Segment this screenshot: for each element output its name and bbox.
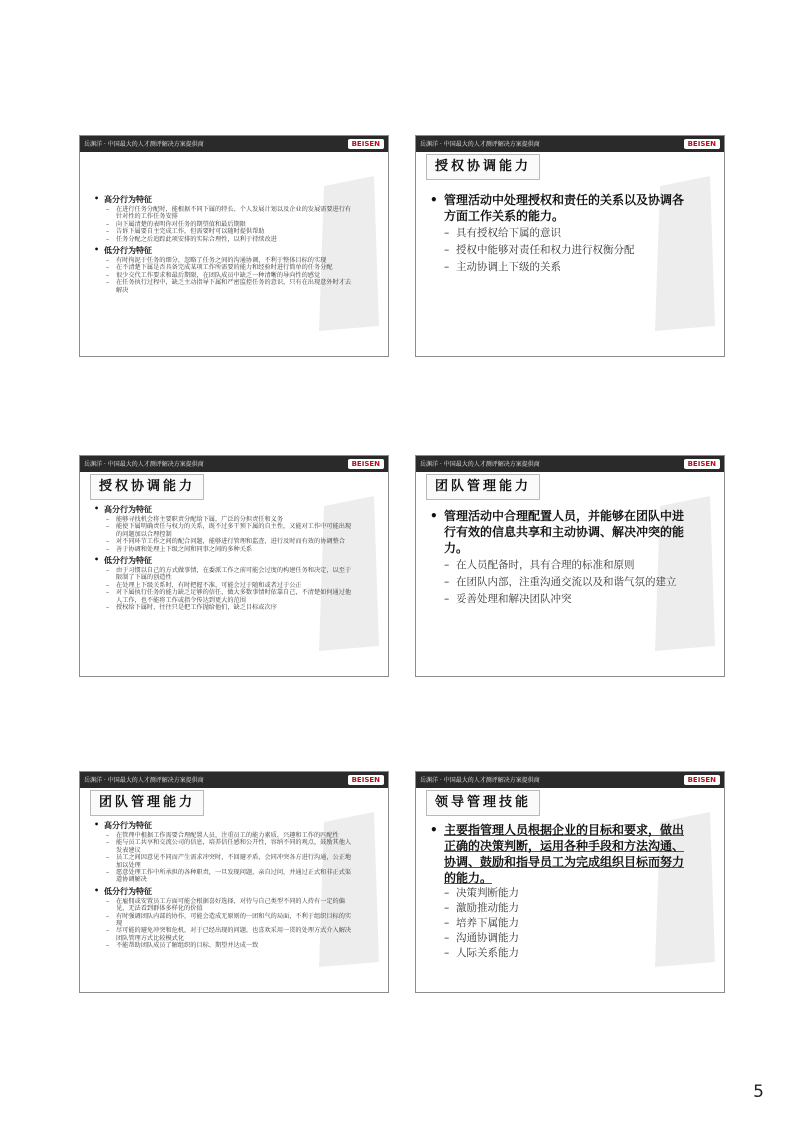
slide-body [430,822,714,961]
sub-bullet: – 能够寻找机会将主要职责分配给下属，广泛的分担责任和义务 [94,516,378,523]
bullet: • 低分行为特征 [94,886,378,897]
bullet: • 低分行为特征 [94,555,378,566]
company-logo: BEISEN [684,459,720,469]
slide-2 [415,135,725,357]
slide-4 [415,455,725,677]
header-text: 岳渊洋 · 中国最大的人才测评解决方案提供商 [420,461,540,468]
slide-body [94,502,378,611]
slide-body [430,192,714,275]
sub-bullet: – 在任务执行过程中，缺乏主动指导下属和严密监控任务的意识，只有在出现意外时才去解决 [94,279,378,294]
sub-bullet: – 员工之间因意见不同而产生需求冲突时，不回避矛盾，会同冲突各方进行沟通，公正地加以处理 [94,854,378,869]
sub-bullet: – 主动协调上下级的关系 [430,260,714,275]
sub-bullet: – 对不同环节工作之间的配合问题，能够进行管理和监查，进行及时而有效的协调整合 [94,538,378,545]
header-text: 岳渊洋 · 中国最大的人才测评解决方案提供商 [84,461,204,468]
sub-bullet: – 培养下属能力 [430,916,714,931]
slide-title: 领导管理技能 [426,790,540,816]
sub-bullet: – 告诉下属要自主完成工作，但需要时可以随时提供帮助 [94,228,378,235]
sub-bullet: – 在处理上下级关系时，有时把握不准，可能会过于随和或者过于公正 [94,582,378,589]
slide-header-bar [416,456,724,472]
sub-bullet: – 沟通协调能力 [430,931,714,946]
slide-title: 团队管理能力 [90,790,204,816]
sub-bullet: – 在进行任务分配时，能根据不同下属的特长、个人发展计划以及企业的发展需要进行有针对性的工作任务安排 [94,206,378,221]
sub-bullet: – 激励推动能力 [430,901,714,916]
header-text: 岳渊洋 · 中国最大的人才测评解决方案提供商 [84,777,204,784]
sub-bullet: – 能与员工共享和交流公司的信息，培养信任感和公开性，容纳不同的观点，鼓励其他人发表建议 [94,839,378,854]
header-text: 岳渊洋 · 中国最大的人才测评解决方案提供商 [420,777,540,784]
company-logo: BEISEN [348,775,384,785]
sub-bullet: – 向下属清楚的表明你对任务的期望值和最后期限 [94,221,378,228]
sub-bullet: – 授权给下属时，往往只是把工作抛给他们，缺乏目标或次序 [94,604,378,611]
slide-1 [79,135,389,357]
slide-header-bar [80,772,388,788]
slide-body [94,192,378,294]
sub-bullet: – 人际关系能力 [430,946,714,961]
slide-title: 授权协调能力 [90,474,204,500]
sub-bullet: – 任务分配之后追踪此项安排的实际合理性，以利于持续改进 [94,236,378,243]
sub-bullet: – 授权中能够对责任和权力进行权衡分配 [430,243,714,258]
slide-body [430,508,714,607]
page-number: 5 [753,1082,764,1102]
sub-bullet: – 有时拘泥于任务的细分，忽略了任务之间的沟通协调，不利于整体目标的实现 [94,257,378,264]
slide-5 [79,771,389,993]
slide-header-bar [416,772,724,788]
sub-bullet: – 决策判断能力 [430,886,714,901]
sub-bullet: – 在管理中根据工作需要合理配置人员，注重员工的能力素质，兴趣和工作的匹配性 [94,832,378,839]
slide-body [94,818,378,950]
sub-bullet: – 具有授权给下属的意识 [430,226,714,241]
sub-bullet: – 在人员配备时，具有合理的标准和原则 [430,558,714,573]
sub-bullet: – 在团队内部，注重沟通交流以及和谐气氛的建立 [430,575,714,590]
sub-bullet: – 对下属执行任务的能力缺乏足够的信任，做大多数事情时依靠自己，不清楚如何通过他人工作，也不能将工作或指令传达到更大的范围 [94,589,378,604]
slide-header-bar [80,456,388,472]
sub-bullet: – 能使下属明确责任与权力的关系，既不过多干预下属的自主性，又能对工作中可能出现的问题加以合理控制 [94,523,378,538]
bullet: • 高分行为特征 [94,504,378,515]
bullet: • 高分行为特征 [94,820,378,831]
slide-header-bar [416,136,724,152]
header-text: 岳渊洋 · 中国最大的人才测评解决方案提供商 [84,141,204,148]
bullet: • 低分行为特征 [94,245,378,256]
slide-header-bar [80,136,388,152]
sub-bullet: – 很少交代工作要求和最后期限，在团队成员中缺乏一种清晰的导向性的感觉 [94,272,378,279]
sub-bullet: – 在不清楚下属是否具备完成某项工作所需要的能力和经验时进行简单的任务分配 [94,264,378,271]
bullet: • 管理活动中合理配置人员，并能够在团队中进行有效的信息共享和主动协调、解决冲突的能力。 [430,508,714,556]
sub-bullet: – 妥善处理和解决团队冲突 [430,592,714,607]
company-logo: BEISEN [684,775,720,785]
slide-3 [79,455,389,677]
bullet: • 管理活动中处理授权和责任的关系以及协调各方面工作关系的能力。 [430,192,714,224]
sub-bullet: – 尽可能的避免冲突和危机，对于已经出现的问题，也喜欢采用一贯的处理方式介入解决团队管理方式比较模式化 [94,927,378,942]
company-logo: BEISEN [348,139,384,149]
slide-title: 团队管理能力 [426,474,540,500]
header-text: 岳渊洋 · 中国最大的人才测评解决方案提供商 [420,141,540,148]
bullet: • 主要指管理人员根据企业的目标和要求，做出正确的决策判断，运用各种手段和方法沟通、协调、鼓励和指导员工为完成组织目标而努力的能力。 [430,822,714,886]
sub-bullet: – 愿意处理工作中所承担的各种职责，一旦发现问题，亲自过问，并通过正式和非正式渠道协调解决 [94,869,378,884]
company-logo: BEISEN [684,139,720,149]
slide-6 [415,771,725,993]
sub-bullet: – 不能帮助团队成员了解组织的目标、期望并达成一致 [94,942,378,949]
sub-bullet: – 善于协调和处理上下级之间和同事之间的多种关系 [94,546,378,553]
sub-bullet: – 由于习惯以自己的方式做事情，在委派工作之前可能会过度的构建任务和决定，以至于限制了下属的创造性 [94,567,378,582]
bullet: • 高分行为特征 [94,194,378,205]
sub-bullet: – 有时强调团队内部的协作，可能会造成无原则的一团和气的局面，不利于组织目标的实现 [94,913,378,928]
slide-title: 授权协调能力 [426,154,540,180]
company-logo: BEISEN [348,459,384,469]
sub-bullet: – 在雇佣或安置员工方面可能会根据喜好选择，对待与自己类型不同的人持有一定的偏见，无法看到群体多样化的价值 [94,898,378,913]
